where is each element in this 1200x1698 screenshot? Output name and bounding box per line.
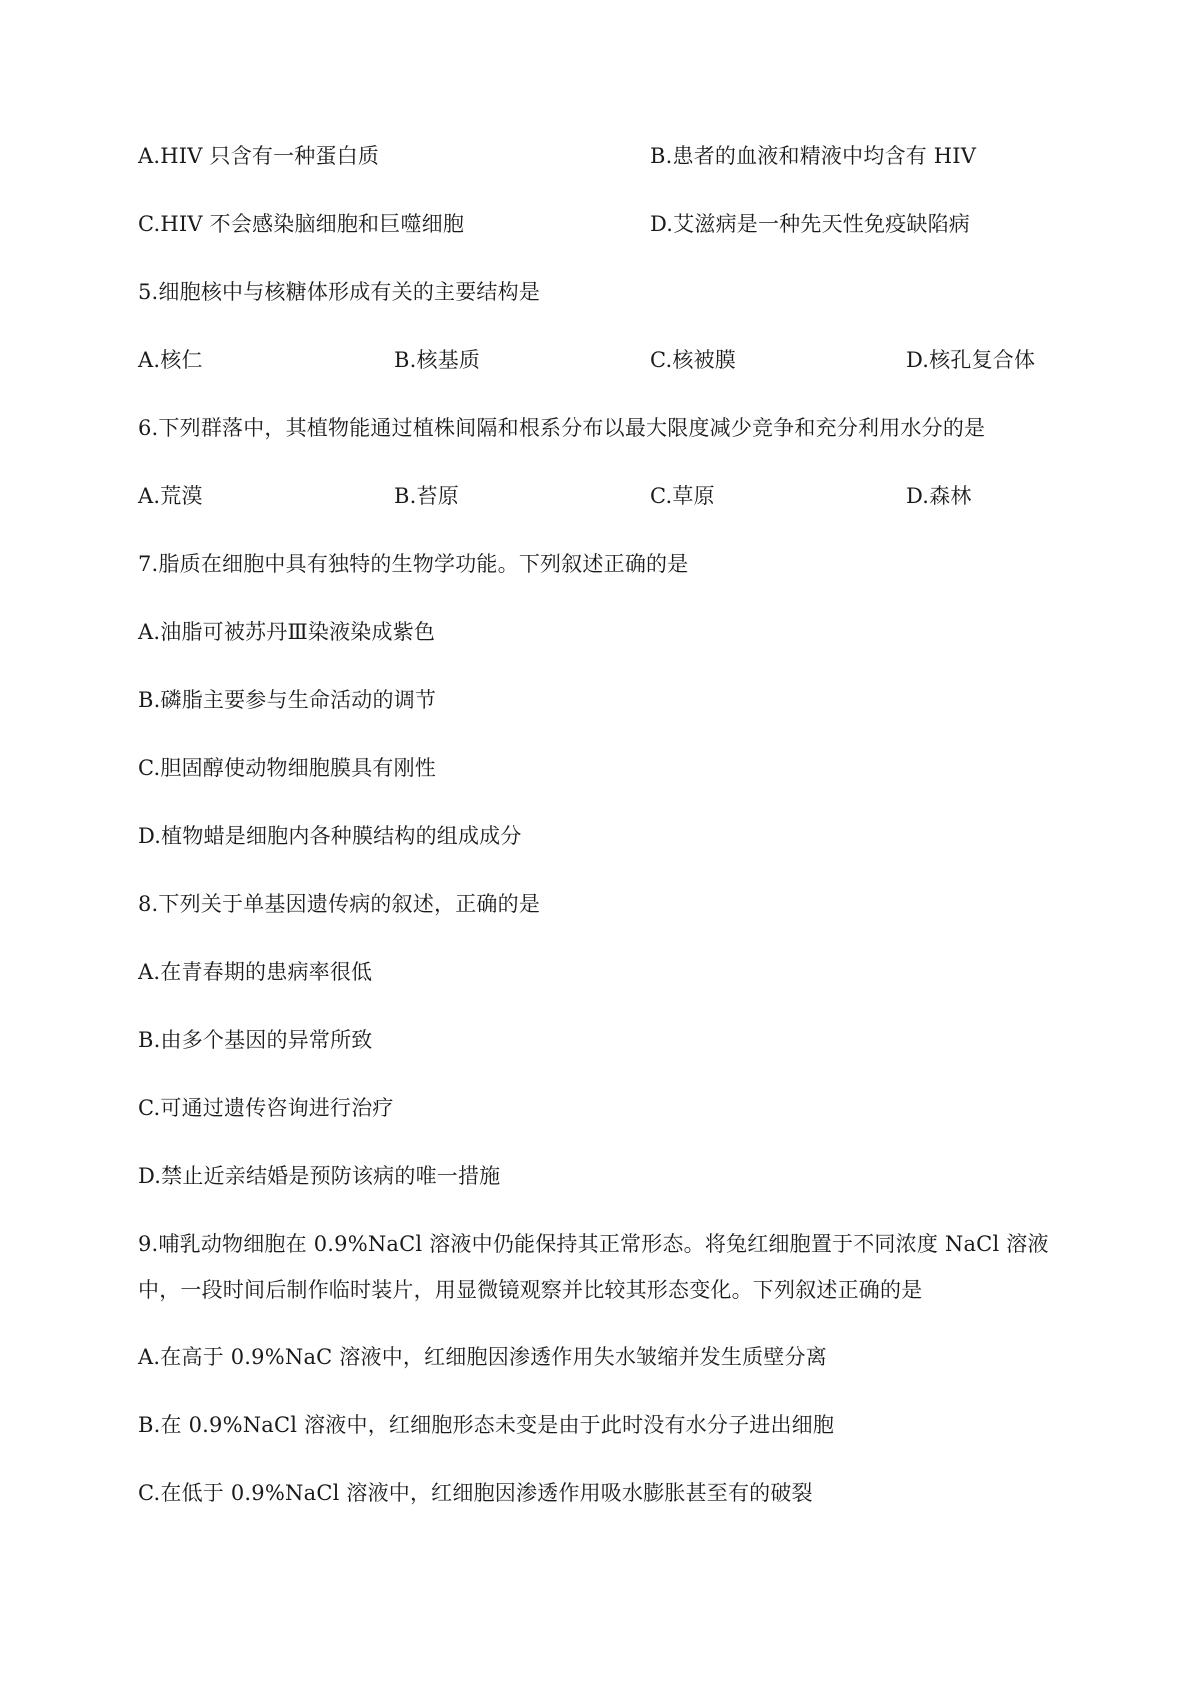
q9-option-c: C.在低于 0.9%NaCl 溶液中，红细胞因渗透作用吸水膨胀甚至有的破裂 <box>138 1481 813 1505</box>
q9-option-b: B.在 0.9%NaCl 溶液中，红细胞形态未变是由于此时没有水分子进出细胞 <box>138 1413 835 1437</box>
q7-option-c: C.胆固醇使动物细胞膜具有刚性 <box>138 756 436 780</box>
q5-stem: 5.细胞核中与核糖体形成有关的主要结构是 <box>138 280 541 304</box>
q6-option-d: D.森林 <box>906 484 972 508</box>
q7-stem: 7.脂质在细胞中具有独特的生物学功能。下列叙述正确的是 <box>138 552 689 576</box>
q4-option-d: D.艾滋病是一种先天性免疫缺陷病 <box>650 212 970 236</box>
q9-stem-line-1: 9.哺乳动物细胞在 0.9%NaCl 溶液中仍能保持其正常形态。将兔红细胞置于不同浓度 NaCl 溶液 <box>138 1232 1049 1256</box>
q8-option-b: B.由多个基因的异常所致 <box>138 1028 373 1052</box>
q5-option-a: A.核仁 <box>138 348 203 372</box>
q8-option-a: A.在青春期的患病率很低 <box>138 960 373 984</box>
q7-option-b: B.磷脂主要参与生命活动的调节 <box>138 688 437 712</box>
q6-option-c: C.草原 <box>650 484 715 508</box>
q5-option-c: C.核被膜 <box>650 348 736 372</box>
q4-option-c: C.HIV 不会感染脑细胞和巨噬细胞 <box>138 212 465 236</box>
q9-option-a: A.在高于 0.9%NaC 溶液中，红细胞因渗透作用失水皱缩并发生质壁分离 <box>138 1345 827 1369</box>
q8-option-c: C.可通过遗传咨询进行治疗 <box>138 1096 394 1120</box>
q7-option-d: D.植物蜡是细胞内各种膜结构的组成成分 <box>138 824 522 848</box>
q9-stem-line-2: 中，一段时间后制作临时装片，用显微镜观察并比较其形态变化。下列叙述正确的是 <box>138 1278 923 1302</box>
q6-option-a: A.荒漠 <box>138 484 203 508</box>
q4-option-a: A.HIV 只含有一种蛋白质 <box>138 144 380 168</box>
q6-option-b: B.苔原 <box>394 484 459 508</box>
q6-stem: 6.下列群落中，其植物能通过植株间隔和根系分布以最大限度减少竞争和充分利用水分的是 <box>138 416 986 440</box>
q5-option-b: B.核基质 <box>394 348 481 372</box>
q4-option-b: B.患者的血液和精液中均含有 HIV <box>650 144 977 168</box>
q8-option-d: D.禁止近亲结婚是预防该病的唯一措施 <box>138 1164 501 1188</box>
q7-option-a: A.油脂可被苏丹Ⅲ染液染成紫色 <box>138 620 436 644</box>
q8-stem: 8.下列关于单基因遗传病的叙述，正确的是 <box>138 892 541 916</box>
q5-option-d: D.核孔复合体 <box>906 348 1036 372</box>
